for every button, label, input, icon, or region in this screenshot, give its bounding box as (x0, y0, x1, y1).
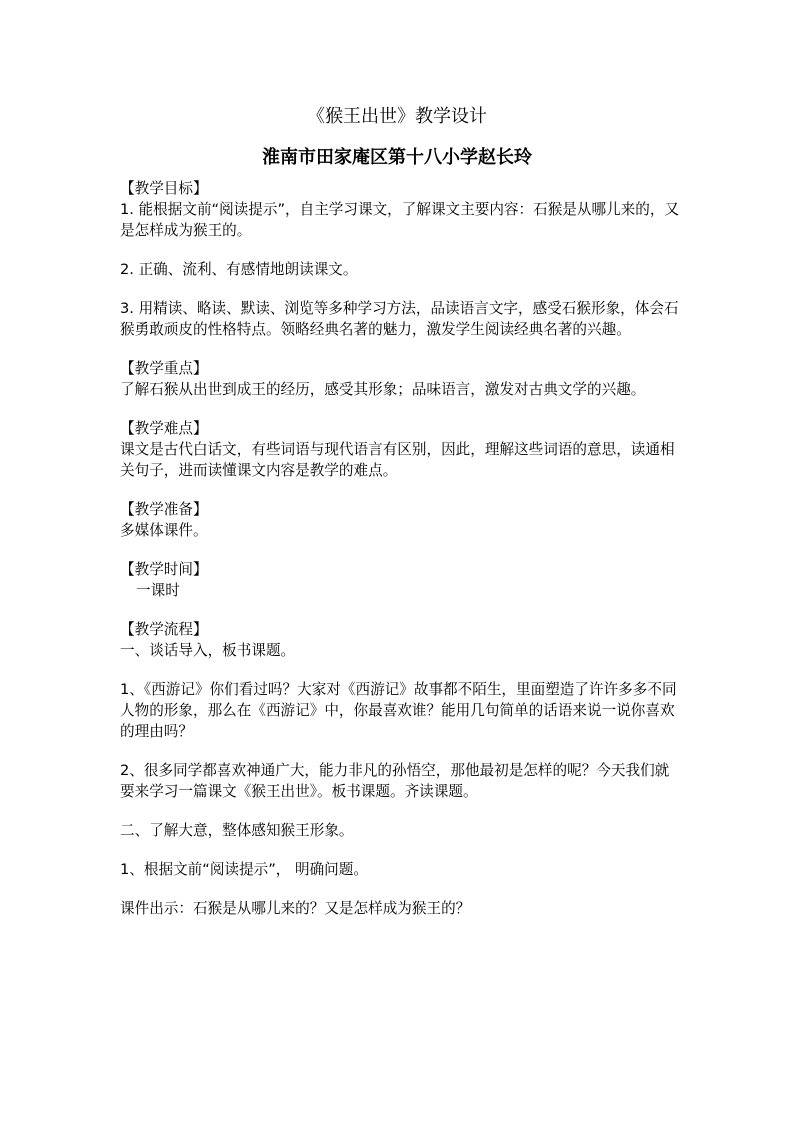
document-body (120, 178, 680, 919)
page-title: 《猴王出世》教学设计 (307, 106, 487, 127)
difficulties-text: 课文是古代白话文，有些词语与现代语言有区别，因此，理解这些词语的意思，读通相关句子，进而读懂课文内容是教学的难点。 (120, 441, 675, 479)
time-text: 一课时 (136, 582, 180, 599)
goal-item-3: 3. 用精读、略读、默读、浏览等多种学习方法，品读语言文字，感受石猴形象，体会石猴勇敢顽皮的性格特点。领略经典名著的魅力，激发学生阅读经典名著的兴趣。 (120, 300, 679, 338)
section-heading-difficulties: 【教学难点】 (120, 420, 208, 437)
goal-item-2: 2. 正确、流利、有感情地朗读课文。 (120, 261, 358, 278)
process-paragraph-4: 课件出示：石猴是从哪儿来的？又是怎样成为猴王的？ (120, 900, 471, 917)
process-step-1: 一、谈话导入，板书课题。 (120, 642, 296, 659)
process-paragraph-2: 2、很多同学都喜欢神通广大，能力非凡的孙悟空，那他最初是怎样的呢？今天我们就要来学习一篇课文《猴王出世》。板书课题。齐读课题。 (120, 762, 670, 800)
process-paragraph-3: 1、根据文前“阅读提示”， 明确问题。 (120, 861, 368, 878)
key-points-text: 了解石猴从出世到成王的经历，感受其形象；品味语言，激发对古典文学的兴趣。 (120, 381, 646, 398)
process-step-2: 二、了解大意，整体感知猴王形象。 (120, 822, 354, 839)
author-line: 淮南市田家庵区第十八小学赵长玲 (262, 147, 532, 168)
section-heading-preparation: 【教学准备】 (120, 501, 208, 518)
section-heading-goals: 【教学目标】 (120, 180, 208, 197)
section-heading-time: 【教学时间】 (120, 561, 208, 578)
process-paragraph-1: 1、《西游记》你们看过吗？大家对《西游记》故事都不陌生，里面塑造了许许多多不同人物的形象，那么在《西游记》中，你最喜欢谁？能用几句简单的话语来说一说你喜欢的理由吗？ (120, 681, 677, 740)
section-heading-key-points: 【教学重点】 (120, 360, 208, 377)
section-heading-process: 【教学流程】 (120, 621, 208, 638)
goal-item-1: 1. 能根据文前“阅读提示”，自主学习课文，了解课文主要内容：石猴是从哪儿来的，又是怎样成为猴王的。 (120, 201, 680, 239)
preparation-text: 多媒体课件。 (120, 522, 208, 539)
